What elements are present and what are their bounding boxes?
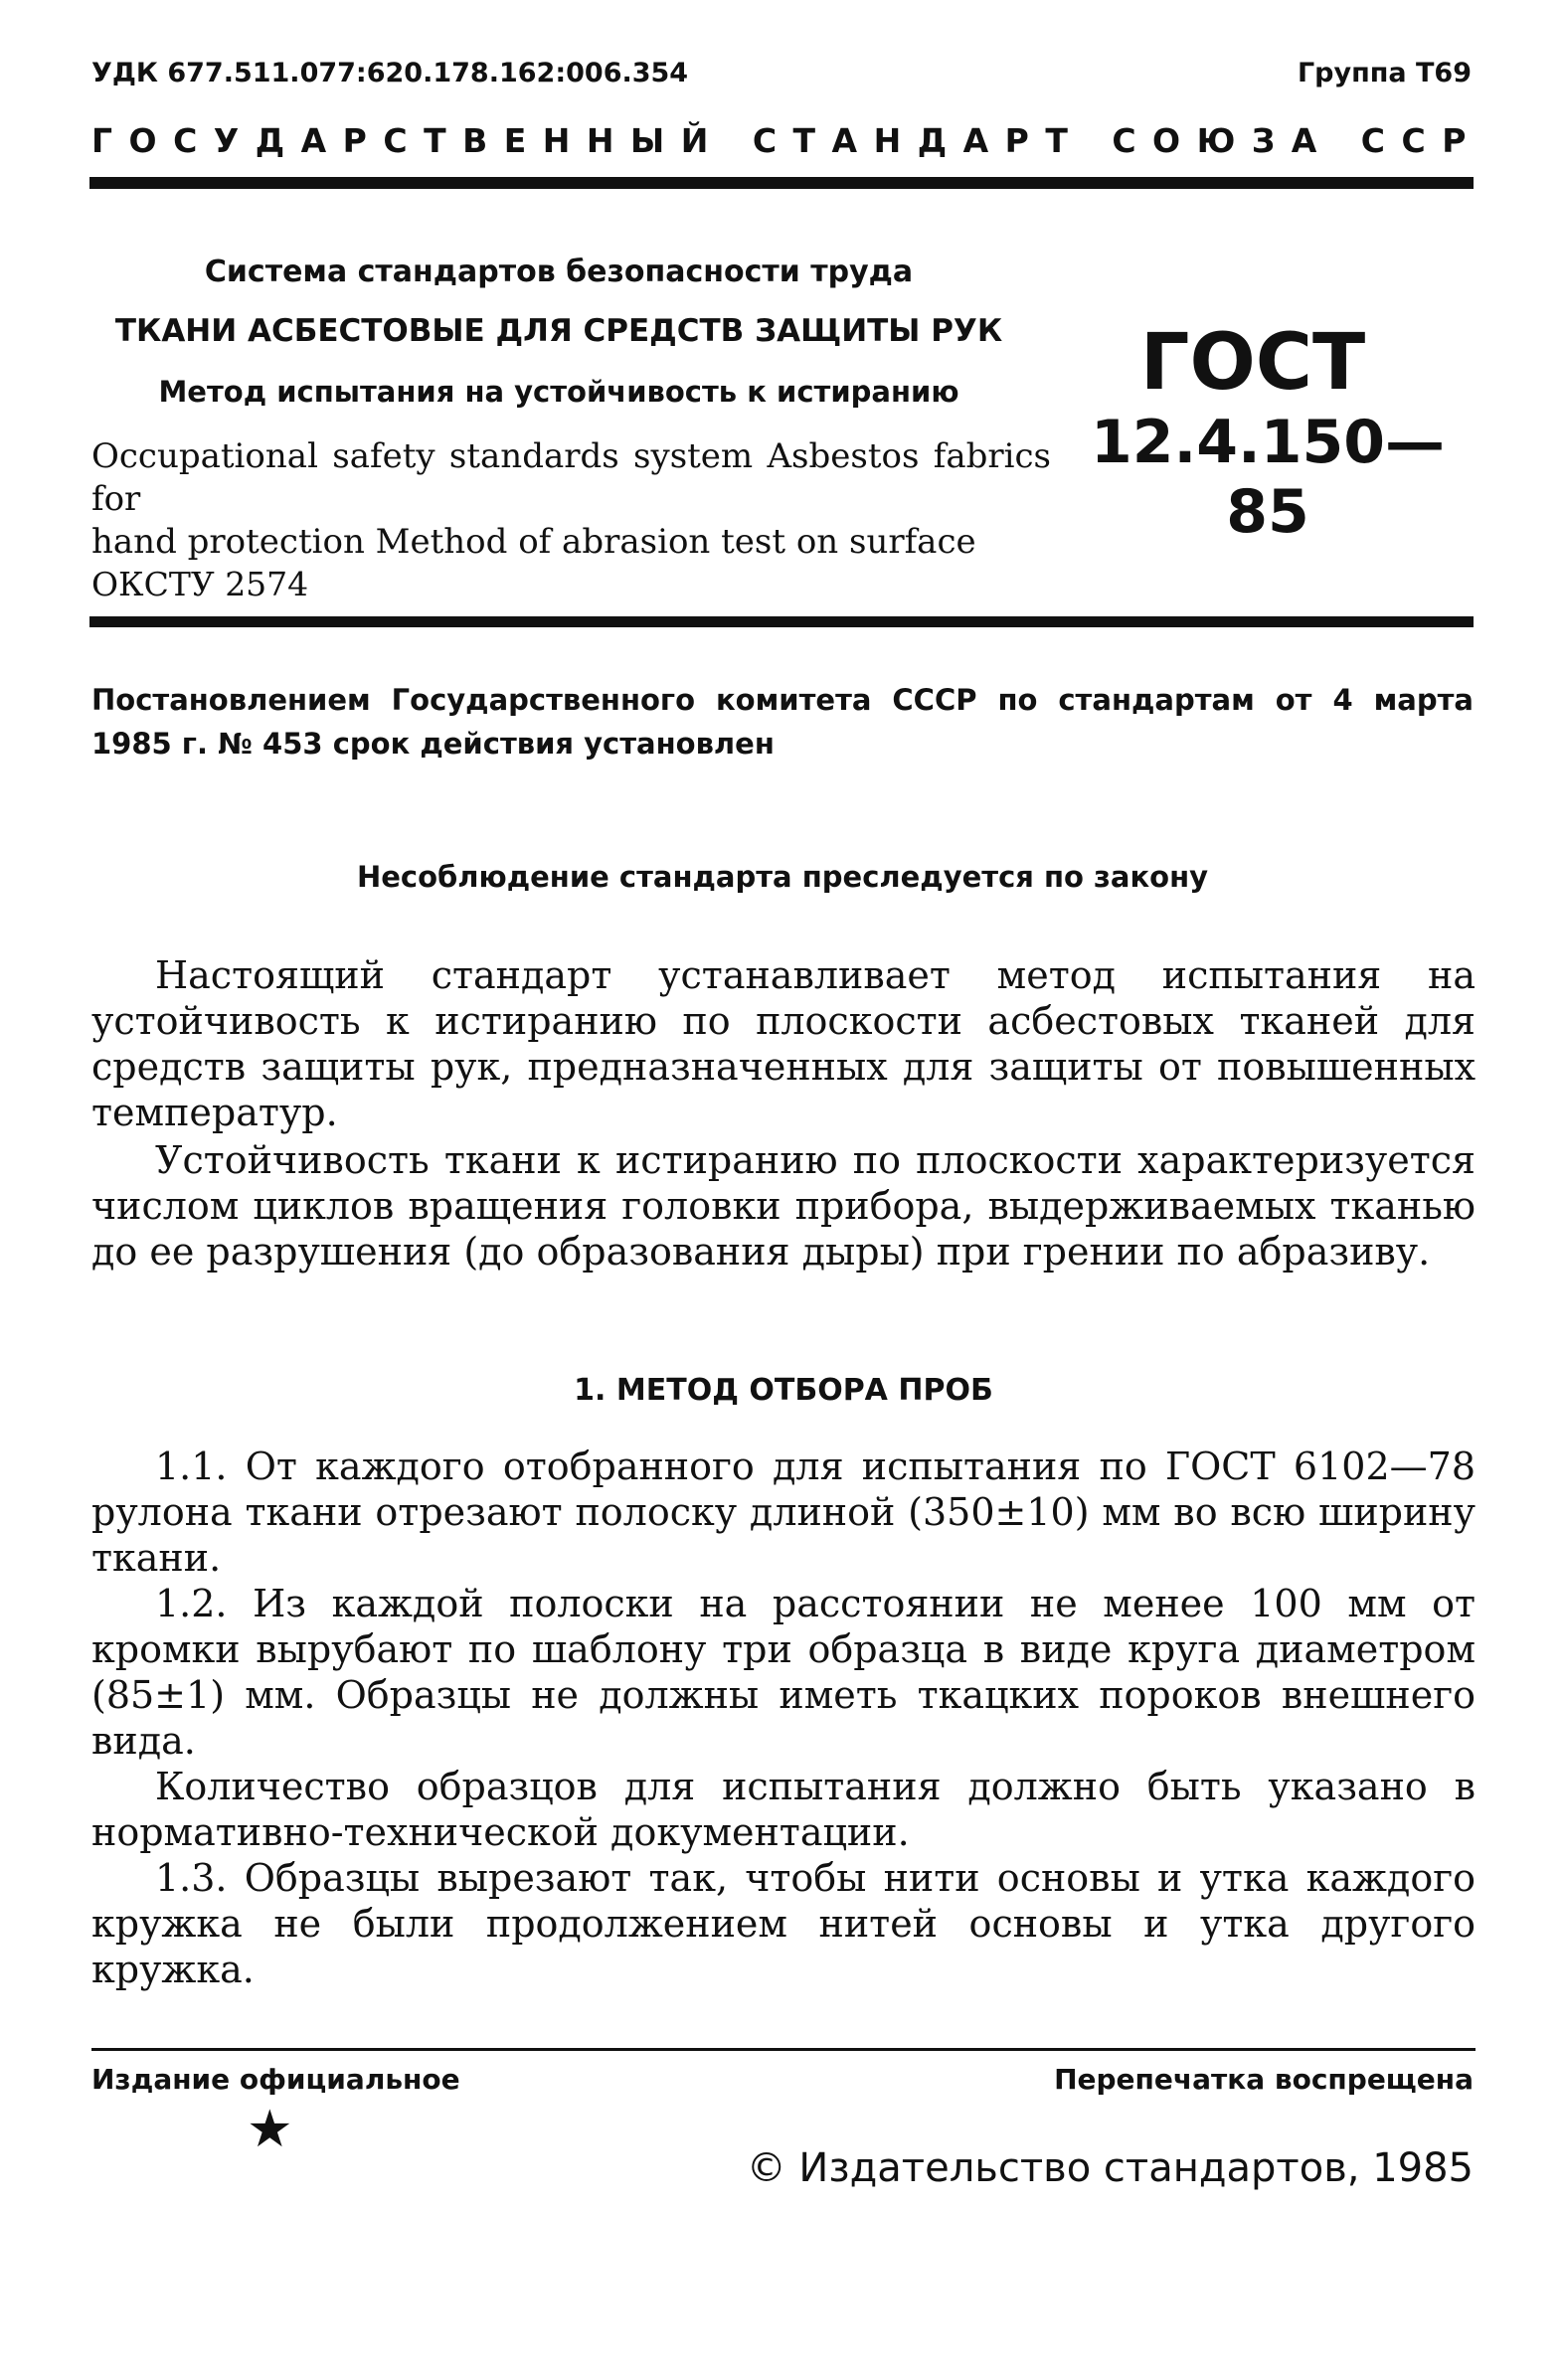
- edition-label: Издание официальное: [91, 2063, 460, 2096]
- clause-1-1: 1.1. От каждого отобранного для испытания по ГОСТ 6102—78 рулона ткани отрезают полоску длиной (350±10) мм во всю ширину ткани.: [91, 1445, 1476, 1580]
- okstu-code: ОКСТУ 2574: [91, 565, 309, 603]
- gost-number: 12.4.150—85: [1090, 408, 1446, 547]
- udk-code: УДК 677.511.077:620.178.162:006.354: [91, 58, 689, 88]
- footer-rule: [91, 2048, 1476, 2051]
- standard-header: ГОСУДАРСТВЕННЫЙ СТАНДАРТ СОЮЗА ССР: [91, 121, 1482, 160]
- title-rule: [89, 616, 1474, 627]
- group-code: Группа Т69: [1297, 58, 1472, 88]
- star-icon: ★: [247, 2100, 293, 2159]
- method-title: Метод испытания на устойчивость к истиранию: [158, 375, 959, 409]
- header-rule: [89, 177, 1474, 189]
- clause-1-3: 1.3. Образцы вырезают так, чтобы нити основы и утка каждого кружка не были продолжением нитей основы и утка другого кружка.: [91, 1856, 1476, 1991]
- gost-label: ГОСТ: [1139, 318, 1366, 408]
- decree-text: Постановлением Государственного комитета СССР по стандартам от 4 марта 1985 г. № 453 срок действия установлен: [91, 683, 1474, 761]
- english-title: [91, 435, 1051, 564]
- clause-1-2-note: Количество образцов для испытания должно быть указано в нормативно-технической документации.: [91, 1765, 1476, 1854]
- english-title-line1: Occupational safety standards system Asbestos fabrics for: [91, 436, 1051, 519]
- system-title: Система стандартов безопасности труда: [204, 255, 914, 289]
- reprint-notice: Перепечатка воспрещена: [1054, 2063, 1474, 2096]
- section-1-heading: 1. МЕТОД ОТБОРА ПРОБ: [574, 1373, 993, 1408]
- copyright-notice: © Издательство стандартов, 1985: [746, 2145, 1474, 2191]
- intro-paragraph-2: Устойчивость ткани к истиранию по плоскости характеризуется числом циклов вращения головки прибора, выдерживаемых тканью до ее разрушения (до образования дыры) при грении по абразиву.: [91, 1138, 1476, 1274]
- intro-paragraph-1: Настоящий стандарт устанавливает метод испытания на устойчивость к истиранию по плоскости асбестовых тканей для средств защиты рук, предназначенных для защиты от повышенных температур.: [91, 953, 1476, 1134]
- document-title: ТКАНИ АСБЕСТОВЫЕ ДЛЯ СРЕДСТВ ЗАЩИТЫ РУК: [114, 313, 1003, 349]
- law-notice: Несоблюдение стандарта преследуется по закону: [356, 860, 1209, 894]
- english-title-line2: hand protection Method of abrasion test on surface: [91, 522, 976, 562]
- clause-1-2: 1.2. Из каждой полоски на расстоянии не менее 100 мм от кромки вырубают по шаблону три образца в виде круга диаметром (85±1) мм. Образцы не должны иметь ткацких пороков внешнего вида.: [91, 1582, 1476, 1763]
